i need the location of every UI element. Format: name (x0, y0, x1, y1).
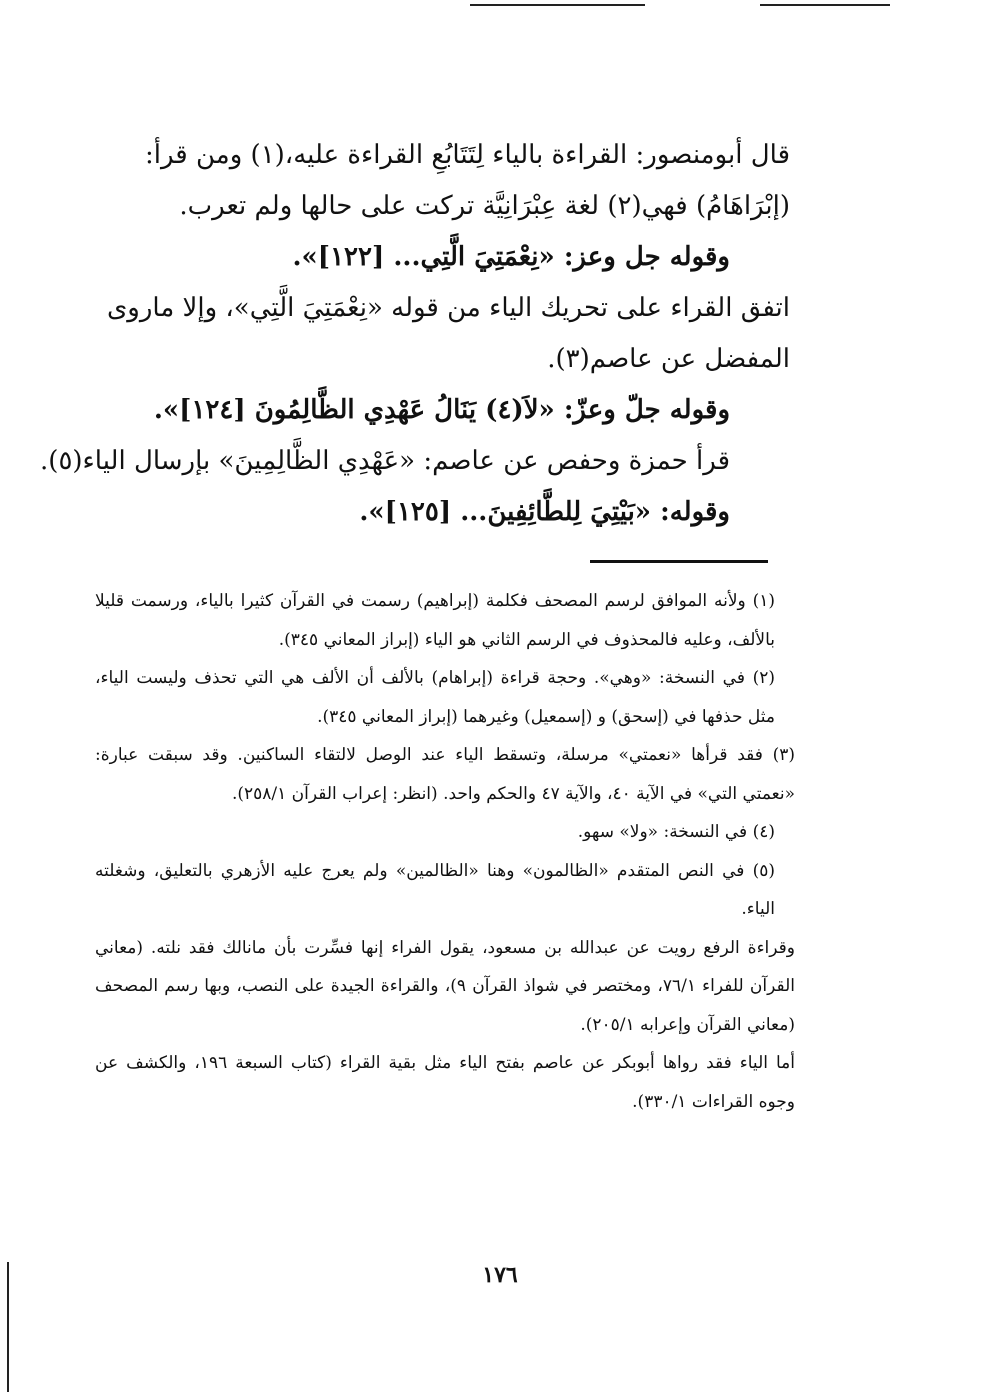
footnote: (٤) في النسخة: «ولا» سهو. (577, 822, 775, 842)
footnote: (١) ولأنه الموافق لرسم المصحف فكلمة (إبراهيم) رسمت في القرآن كثيرا بالياء، ورسمت قليلا بالألف، وعليه فالمحذوف في الرسم الثاني هو الياء (إبراز المعاني ٣٤٥). (95, 591, 775, 650)
top-edge-rule (470, 4, 645, 6)
top-edge-rule (760, 4, 890, 6)
verse-line: وقوله جل وعز: «نِعْمَتِيَ الَّتِي... [١٢٢]». (292, 242, 730, 272)
main-line: قال أبومنصور: القراءة بالياء لِتَتَابُعِ القراءة عليه،(١) ومن قرأ: (144, 140, 790, 170)
footnote-continuation: وقراءة الرفع رويت عن عبدالله بن مسعود، يقول الفراء إنها فسِّرت بأن مانالك فقد نلته. (معاني القرآن للفراء ٧٦/١، ومختصر في شواذ القرآن ٩)، والقراءة الجيدة على النصب، وبها رسم المصحف (معاني القرآن وإعرابه ٢٠٥/١). (95, 937, 795, 1035)
footnote-separator (590, 560, 768, 563)
footnote-continuation: أما الياء فقد رواها أبوبكر عن عاصم بفتح الياء مثل بقية القراء (كتاب السبعة ١٩٦، والكشف عن وجوه القراءات ٣٣٠/١). (95, 1053, 795, 1112)
footnotes (95, 582, 795, 1121)
verse-line: وقوله: «بَيْتِيَ لِلطَّائِفِينَ... [١٢٥]». (359, 497, 730, 527)
main-line: اتفق القراء على تحريك الياء من قوله «نِعْمَتِيَ الَّتِي»، وإلا ماروى (106, 293, 790, 323)
page-number: ١٧٦ (482, 1262, 518, 1288)
footnote: (٣) فقد قرأها «نعمتي» مرسلة، وتسقط الياء عند الوصل لالتقاء الساكنين. وقد سبقت عبارة: «نعمتي التي» في الآية ٤٠، والآية ٤٧ والحكم واحد. (انظر: إعراب القرآن ٢٥٨/١). (95, 745, 795, 804)
scan-edge-mark (7, 1262, 9, 1392)
main-line: المفضل عن عاصم(٣). (547, 344, 790, 374)
main-line: قرأ حمزة وحفص عن عاصم: «عَهْدِي الظَّالِمِينَ» بإرسال الياء(٥). (40, 446, 730, 476)
verse-line: وقوله جلّ وعزّ: «لاَ(٤) يَنَالُ عَهْدِي الظَّالِمُونَ [١٢٤]». (153, 395, 730, 425)
main-line: (إبْرَاهَامُ) فهي(٢) لغة عِبْرَانِيَّة تركت على حالها ولم تعرب. (179, 191, 790, 221)
footnote: (٢) في النسخة: «وهي». وحجة قراءة (إبراهام) بالألف أن الألف هي التي تحذف وليست الياء، مثل حذفها في (إسحق) و (إسمعيل) وغيرهما (إبراز المعاني ٣٤٥). (95, 668, 775, 727)
main-text (40, 130, 790, 538)
footnote: (٥) في النص المتقدم «الظالمون» وهنا «الظالمين» ولم يعرج عليه الأزهري بالتعليق، وشغلته الياء. (95, 860, 775, 919)
